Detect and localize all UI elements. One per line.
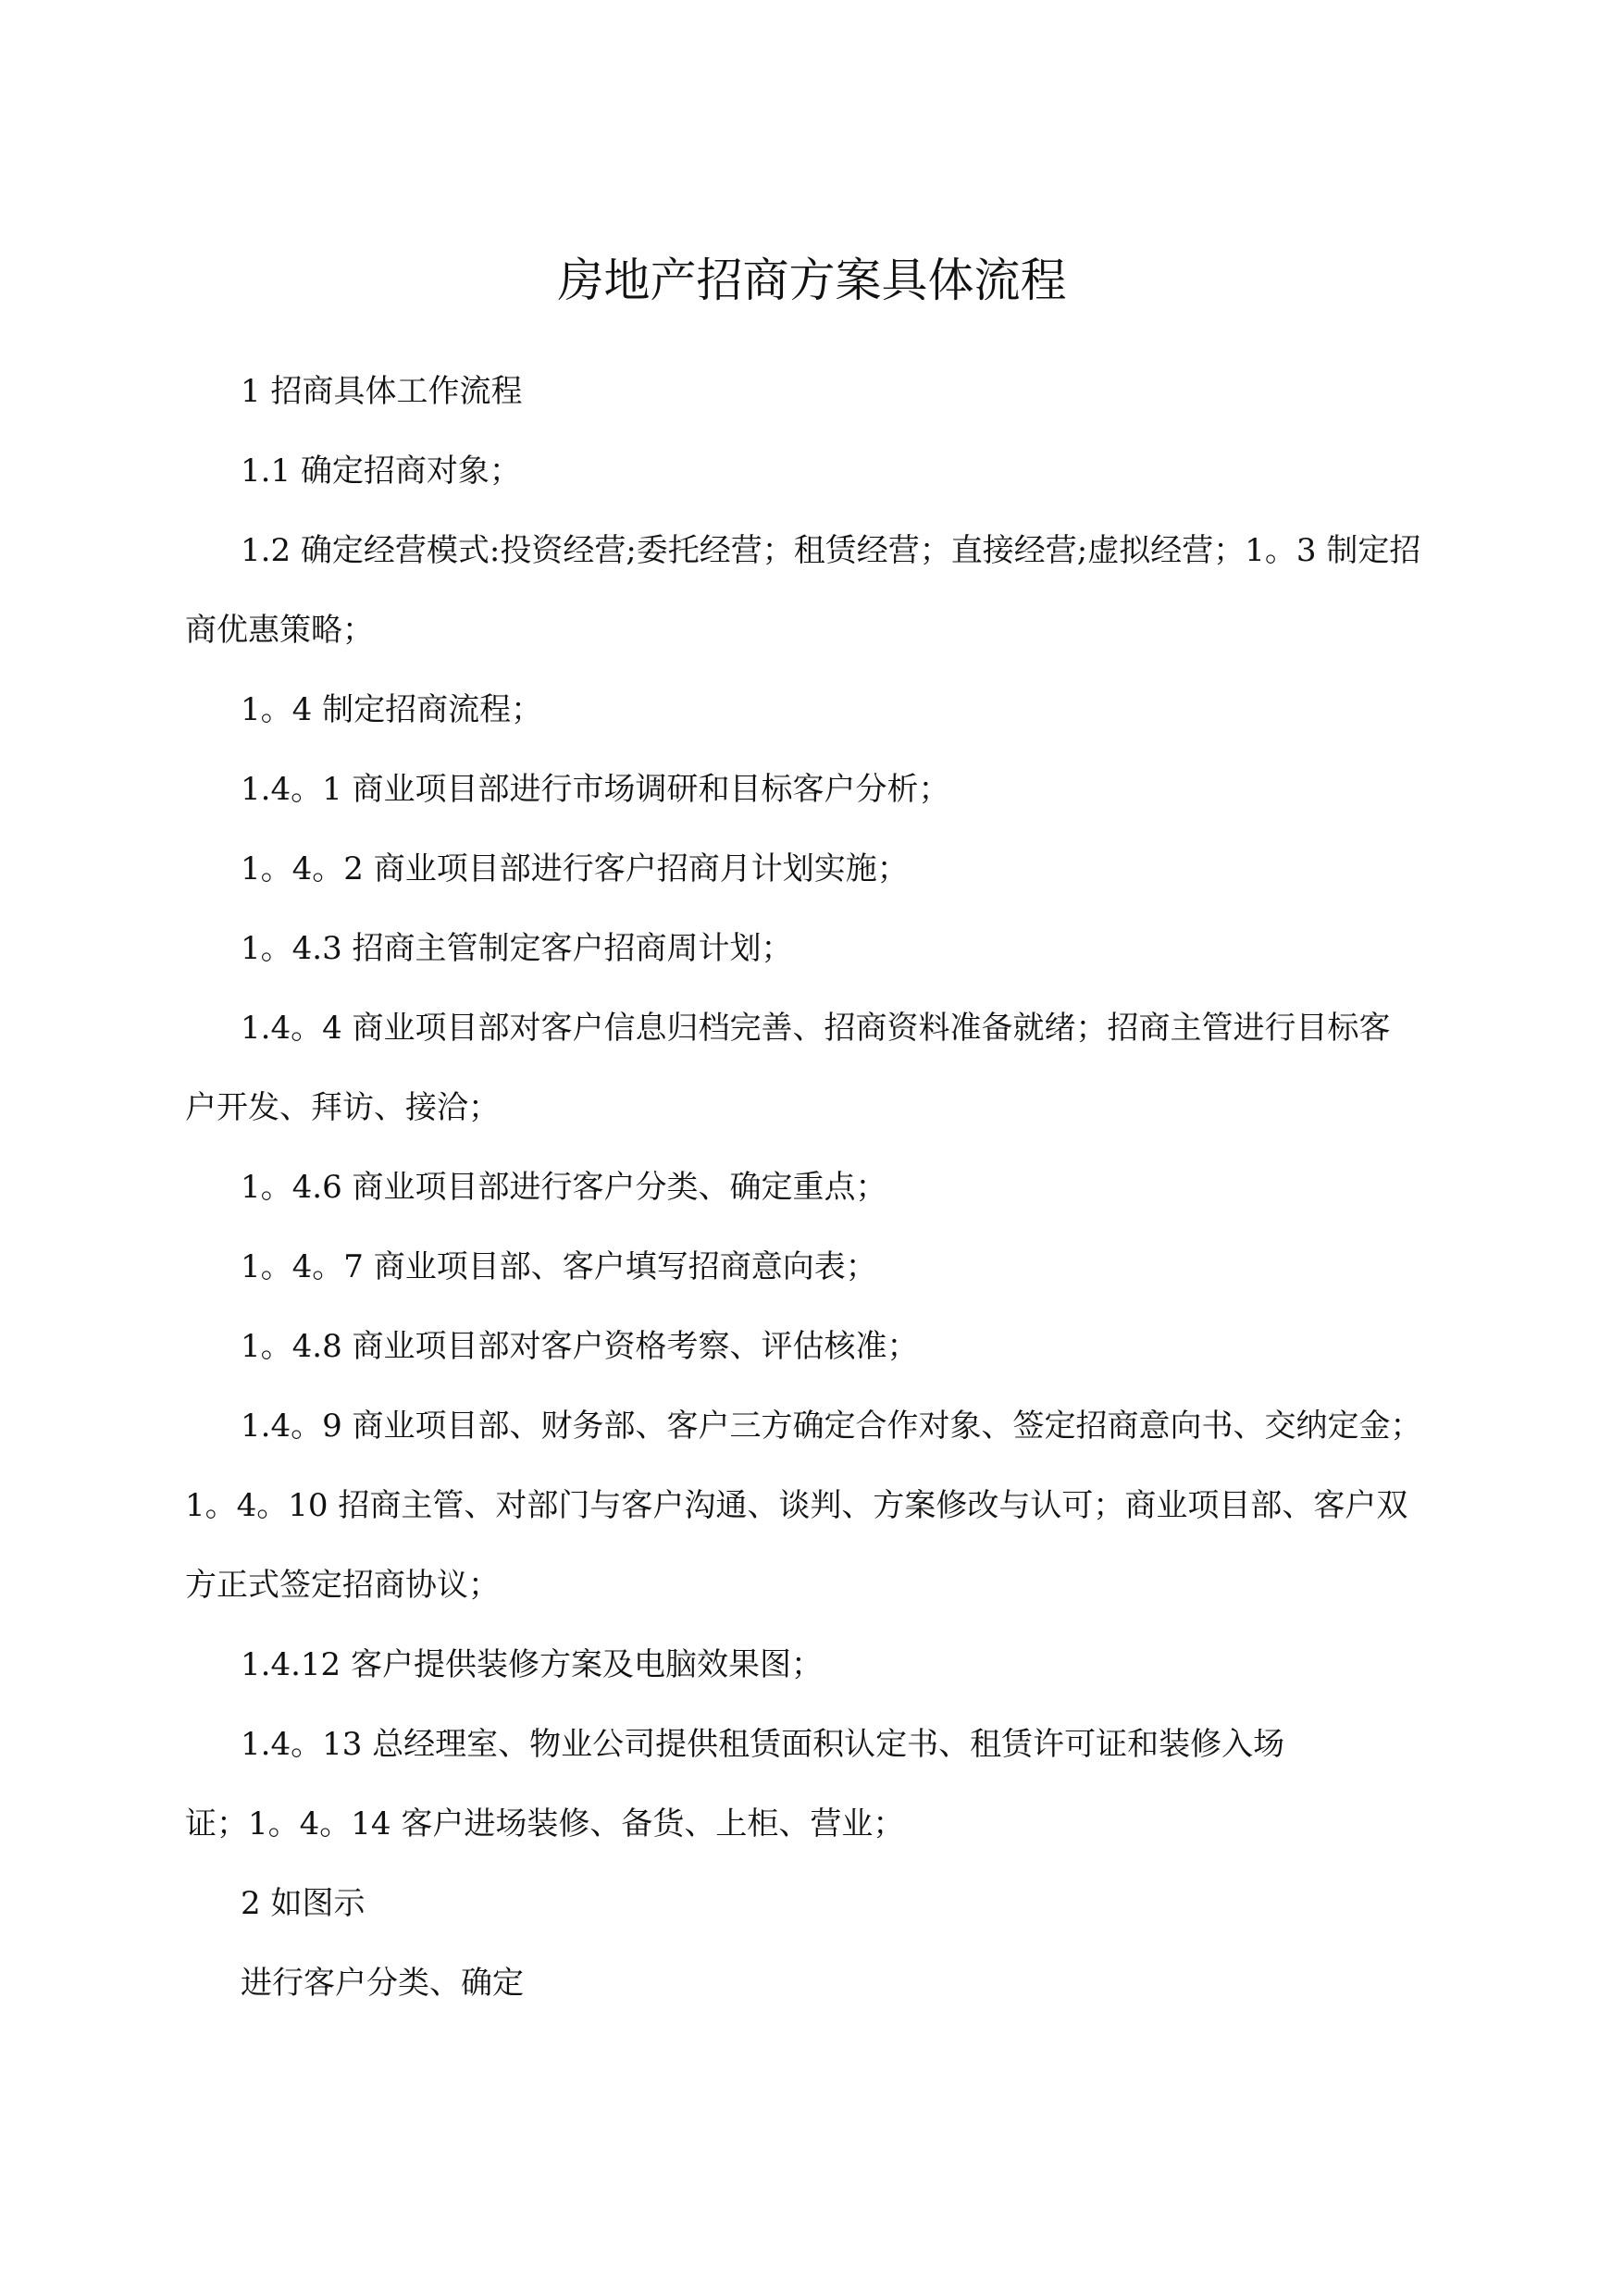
body-line-10: 户开发、拜访、接洽；	[185, 1089, 500, 1126]
body-line-11: 1。4.6 商业项目部进行客户分类、确定重点；	[241, 1169, 887, 1206]
body-line-13: 1。4.8 商业项目部对客户资格考察、评估核准；	[241, 1328, 919, 1365]
body-line-12: 1。4。7 商业项目部、客户填写招商意向表；	[241, 1248, 877, 1285]
body-line-1: 1 招商具体工作流程	[241, 373, 523, 410]
body-line-15: 1。4。10 招商主管、对部门与客户沟通、谈判、方案修改与认可；商业项目部、客户双	[185, 1487, 1408, 1524]
body-line-19: 证；1。4。14 客户进场装修、备货、上柜、营业；	[185, 1805, 905, 1842]
body-line-16: 方正式签定招商协议；	[185, 1567, 500, 1604]
body-line-5: 1。4 制定招商流程；	[241, 691, 543, 728]
document-title: 房地产招商方案具体流程	[557, 254, 1067, 307]
body-line-9: 1.4。4 商业项目部对客户信息归档完善、招商资料准备就绪；招商主管进行目标客	[241, 1010, 1391, 1047]
body-line-2: 1.1 确定招商对象；	[241, 453, 521, 490]
body-line-6: 1.4。1 商业项目部进行市场调研和目标客户分析；	[241, 771, 950, 808]
body-line-17: 1.4.12 客户提供装修方案及电脑效果图；	[241, 1646, 823, 1683]
body-line-21: 进行客户分类、确定	[241, 1965, 524, 2002]
body-line-3: 1.2 确定经营模式:投资经营;委托经营；租赁经营；直接经营;虚拟经营；1。3 制定招	[241, 532, 1421, 569]
body-line-20: 2 如图示	[241, 1885, 366, 1922]
body-line-18: 1.4。13 总经理室、物业公司提供租赁面积认定书、租赁许可证和装修入场	[241, 1726, 1285, 1763]
body-line-4: 商优惠策略；	[185, 612, 374, 649]
body-line-14: 1.4。9 商业项目部、财务部、客户三方确定合作对象、签定招商意向书、交纳定金；	[241, 1408, 1422, 1445]
body-line-7: 1。4。2 商业项目部进行客户招商月计划实施；	[241, 850, 909, 887]
body-line-8: 1。4.3 招商主管制定客户招商周计划；	[241, 930, 793, 967]
